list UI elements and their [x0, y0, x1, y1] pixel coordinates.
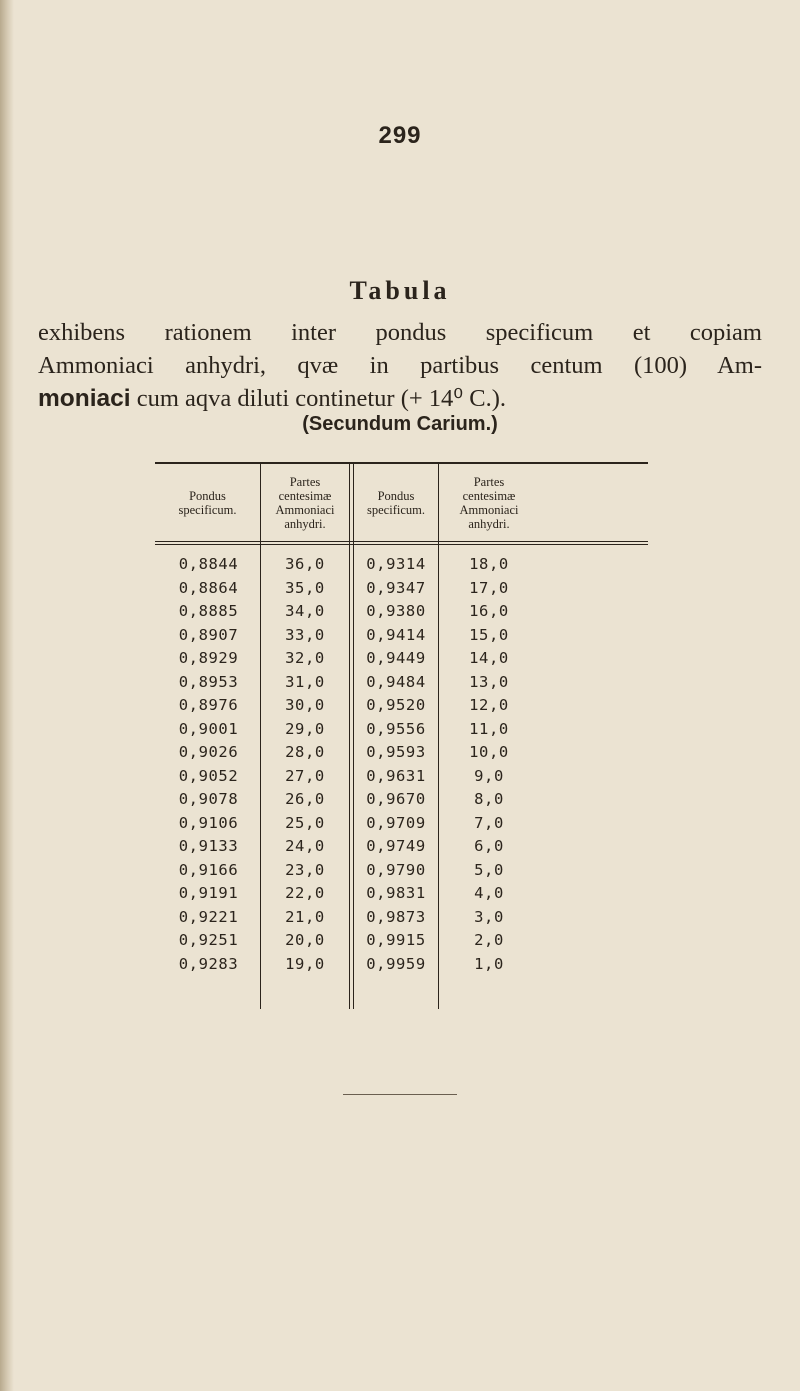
- table-cell: 0,9251: [178, 931, 239, 949]
- table-cell: 17,0: [469, 578, 509, 597]
- table-cell: 29,0: [285, 719, 325, 738]
- table-cell: 24,0: [285, 837, 325, 855]
- table-cell: 0,9380: [366, 602, 426, 620]
- table-cell: 0,9166: [178, 860, 239, 879]
- table-cell: 0,9631: [366, 766, 426, 785]
- intro-line-2-text: Ammoniaci anhydri, qvæ in partibus centum (100) Am-: [38, 352, 762, 379]
- column-pondus-2: [354, 553, 438, 976]
- table-cell: 0,9314: [366, 555, 426, 573]
- intro-line-1: exhibens rationem inter pondus specificum et copiam: [38, 319, 762, 346]
- table-cell: 34,0: [285, 602, 325, 620]
- table-cell: 33,0: [285, 625, 325, 644]
- table-cell: 30,0: [285, 696, 325, 714]
- table-cell: 0,9593: [366, 743, 426, 761]
- table-cell: 8,0: [474, 790, 504, 808]
- closing-rule: [343, 1094, 457, 1095]
- table-cell: 0,8844: [178, 555, 239, 573]
- table-cell: 2,0: [474, 931, 504, 949]
- table-cell: 0,8864: [178, 578, 239, 597]
- table-cell: 7,0: [474, 813, 504, 832]
- table-cell: 0,8976: [178, 696, 239, 714]
- table-cell: 0,9001: [178, 719, 239, 738]
- table-cell: 4,0: [474, 884, 504, 902]
- table-cell: 0,9414: [366, 625, 426, 644]
- table-cell: 0,9790: [366, 860, 426, 879]
- table-cell: 0,9749: [366, 837, 426, 855]
- header-rule: [155, 541, 648, 542]
- column-partes-1: [261, 553, 349, 976]
- header-text: Partes centesimæ Ammoniaci anhydri.: [275, 475, 335, 531]
- table-cell: 6,0: [474, 837, 504, 855]
- table-cell: 0,9078: [178, 790, 239, 808]
- intro-paragraph: [38, 316, 762, 415]
- intro-bold-word: moniaci: [38, 385, 131, 412]
- table-top-rule: [155, 462, 648, 464]
- data-table: [155, 462, 648, 1042]
- table-cell: 0,9959: [366, 954, 426, 973]
- table-cell: 0,9283: [178, 954, 239, 973]
- table-cell: 0,9449: [366, 649, 426, 667]
- table-cell: 0,9052: [178, 766, 239, 785]
- header-partes-2: [439, 468, 539, 538]
- intro-line-3-text: cum aqva diluti continetur (+ 14⁰ C.).: [130, 385, 507, 412]
- table-cell: 13,0: [469, 672, 509, 691]
- table-cell: 15,0: [469, 625, 509, 644]
- table-cell: 0,9221: [178, 907, 239, 926]
- table-cell: 0,9133: [178, 837, 239, 855]
- table-cell: 0,9709: [366, 813, 426, 832]
- source-subtitle: (Secundum Carium.): [302, 413, 498, 435]
- table-cell: 11,0: [469, 719, 509, 738]
- table-cell: 25,0: [285, 813, 325, 832]
- table-cell: 22,0: [285, 884, 325, 902]
- intro-line-2: [38, 349, 762, 382]
- table-cell: 0,9191: [178, 884, 239, 902]
- table-cell: 0,9670: [366, 790, 426, 808]
- intro-line-3: [38, 382, 762, 415]
- table-cell: 10,0: [469, 743, 509, 761]
- table-cell: 26,0: [285, 790, 325, 808]
- table-title: Tabula: [349, 276, 451, 305]
- table-cell: 0,8885: [178, 602, 239, 620]
- book-spine-edge: [0, 0, 14, 1391]
- table-cell: 0,8907: [178, 625, 239, 644]
- table-cell: 0,9026: [178, 743, 239, 761]
- page-number: 299: [378, 122, 422, 149]
- table-cell: 23,0: [285, 860, 325, 879]
- table-cell: 0,9915: [366, 931, 426, 949]
- table-cell: 35,0: [285, 578, 325, 597]
- table-cell: 1,0: [474, 954, 504, 973]
- header-pondus-1: [155, 468, 260, 538]
- table-cell: 19,0: [285, 954, 325, 973]
- table-cell: 0,9484: [366, 672, 426, 691]
- table-cell: 32,0: [285, 649, 325, 667]
- table-cell: 14,0: [469, 649, 509, 667]
- table-cell: 12,0: [469, 696, 509, 714]
- table-cell: 0,9831: [366, 884, 426, 902]
- table-cell: 36,0: [285, 555, 325, 573]
- header-text: Pondus specificum.: [178, 489, 237, 517]
- table-cell: 0,9106: [178, 813, 239, 832]
- table-cell: 31,0: [285, 672, 325, 691]
- column-partes-2: [439, 553, 539, 976]
- table-cell: 9,0: [474, 766, 504, 785]
- table-cell: 3,0: [474, 907, 504, 926]
- header-pondus-2: [354, 468, 438, 538]
- table-cell: 0,9347: [366, 578, 426, 597]
- header-text: Pondus specificum.: [367, 489, 425, 517]
- table-cell: 16,0: [469, 602, 509, 620]
- table-cell: 5,0: [474, 860, 504, 879]
- column-pondus-1: [157, 553, 260, 976]
- table-cell: 28,0: [285, 743, 325, 761]
- header-rule-double: [155, 544, 648, 545]
- table-cell: 20,0: [285, 931, 325, 949]
- column-divider: [349, 464, 350, 1009]
- table-cell: 0,8929: [178, 649, 239, 667]
- table-cell: 0,9520: [366, 696, 426, 714]
- table-cell: 0,8953: [178, 672, 239, 691]
- table-cell: 21,0: [285, 907, 325, 926]
- header-partes-1: [261, 468, 349, 538]
- header-text: Partes centesimæ Ammoniaci anhydri.: [459, 475, 519, 531]
- table-cell: 27,0: [285, 766, 325, 785]
- table-cell: 18,0: [469, 555, 509, 573]
- table-cell: 0,9873: [366, 907, 426, 926]
- table-cell: 0,9556: [366, 719, 426, 738]
